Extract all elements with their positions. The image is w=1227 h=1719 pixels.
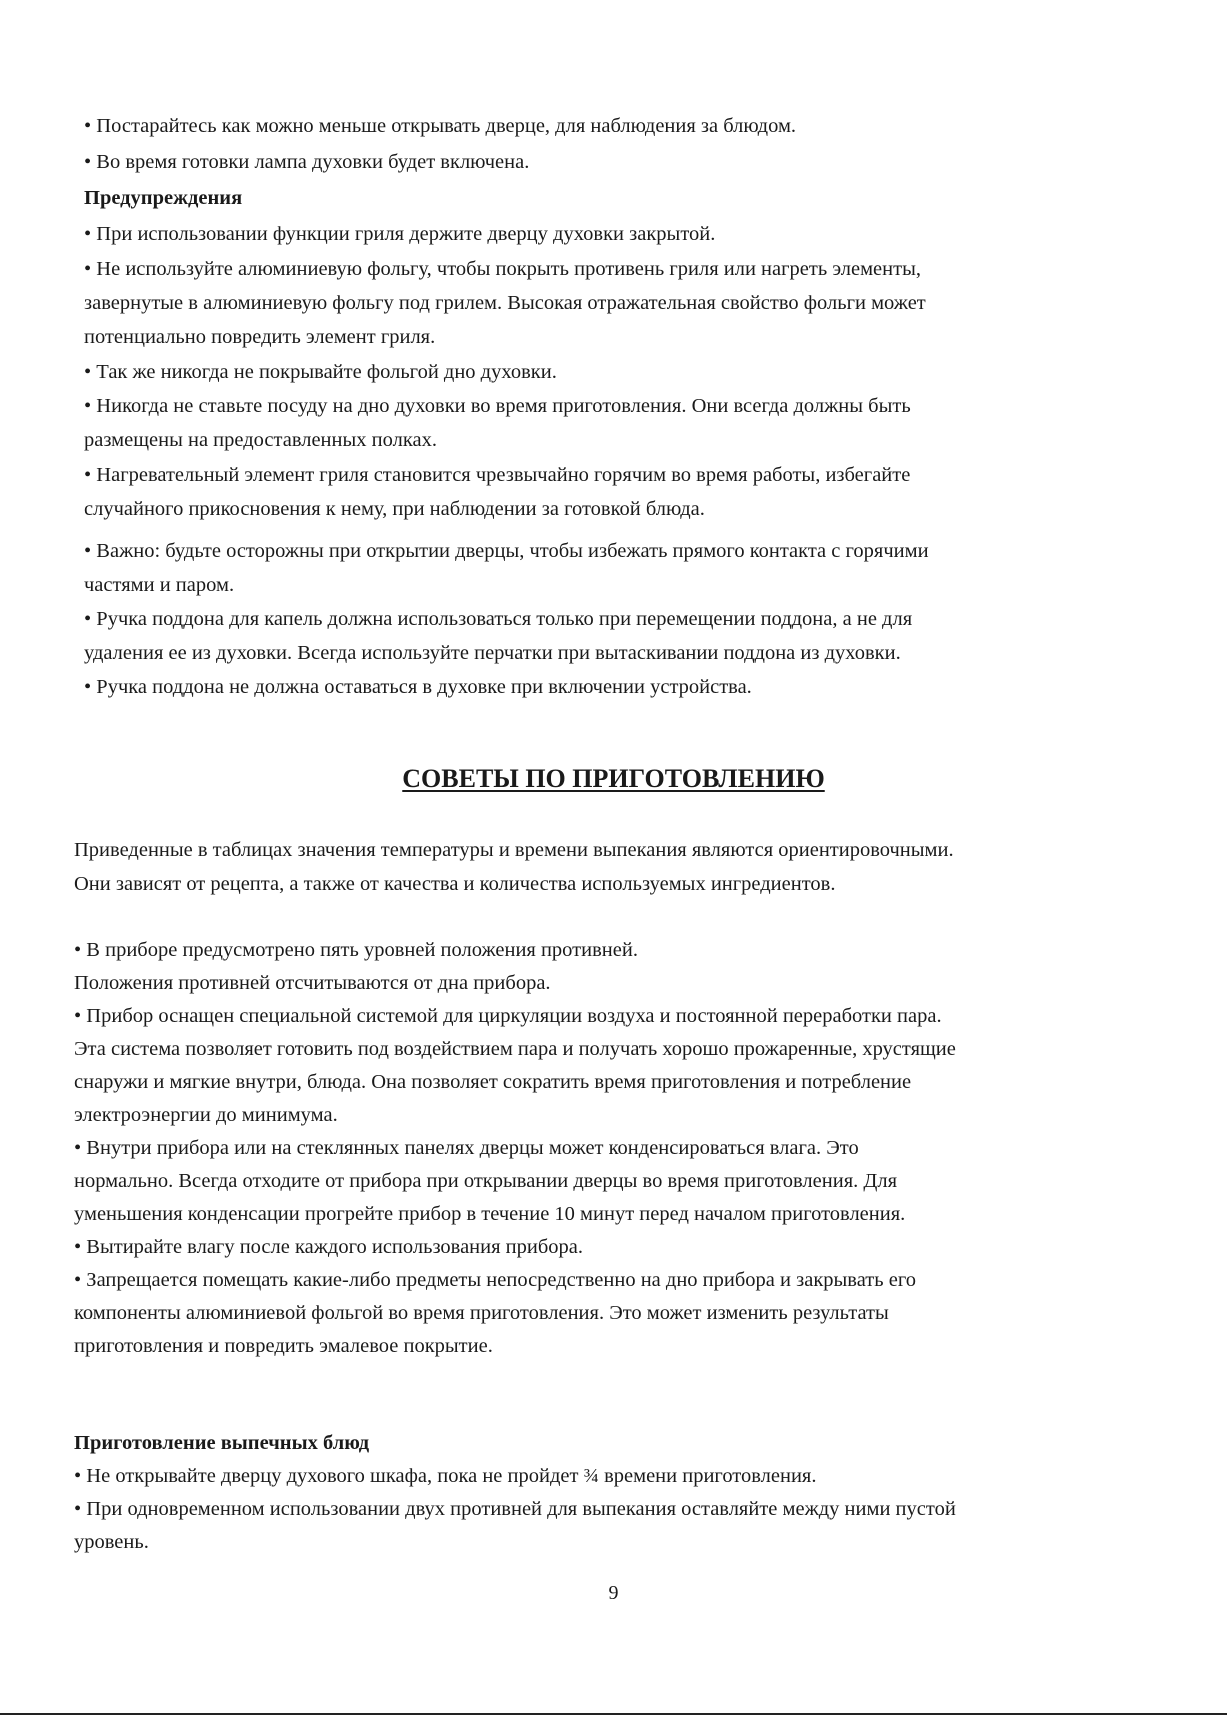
text-line: уменьшения конденсации прогрейте прибор в течение 10 минут перед началом приготовления. xyxy=(74,1203,906,1225)
text-line: Приведенные в таблицах значения температуры и времени выпекания являются ориентировочными. xyxy=(74,839,954,861)
text-line: размещены на предоставленных полках. xyxy=(84,429,437,451)
text-line: • Не открывайте дверцу духового шкафа, пока не пройдет ¾ времени приготовления. xyxy=(74,1465,817,1487)
text-line: • Не используйте алюминиевую фольгу, чтобы покрыть противень гриля или нагреть элементы, xyxy=(84,258,921,280)
text-line: • При одновременном использовании двух противней для выпекания оставляйте между ними пустой xyxy=(74,1498,956,1520)
text-line: электроэнергии до минимума. xyxy=(74,1104,338,1126)
text-line: • Ручка поддона не должна оставаться в духовке при включении устройства. xyxy=(84,676,752,698)
baking-subheading: Приготовление выпечных блюд xyxy=(74,1432,370,1454)
text-line: • Так же никогда не покрывайте фольгой дно духовки. xyxy=(84,361,557,383)
text-line: случайного прикосновения к нему, при наблюдении за готовкой блюда. xyxy=(84,498,705,520)
text-line: • В приборе предусмотрено пять уровней положения противней. xyxy=(74,939,638,961)
text-line: приготовления и повредить эмалевое покрытие. xyxy=(74,1335,493,1357)
text-line: • Нагревательный элемент гриля становится чрезвычайно горячим во время работы, избегайте xyxy=(84,464,911,486)
text-line: нормально. Всегда отходите от прибора при открывании дверцы во время приготовления. Для xyxy=(74,1170,898,1192)
text-line: • Во время готовки лампа духовки будет включена. xyxy=(84,151,530,173)
text-line: Эта система позволяет готовить под воздействием пара и получать хорошо прожаренные, хрустящие xyxy=(74,1038,956,1060)
text-line: Они зависят от рецепта, а также от качества и количества используемых ингредиентов. xyxy=(74,873,836,895)
text-line: • Запрещается помещать какие-либо предметы непосредственно на дно прибора и закрывать его xyxy=(74,1269,916,1291)
text-line: компоненты алюминиевой фольгой во время приготовления. Это может изменить результаты xyxy=(74,1302,889,1324)
text-line: уровень. xyxy=(74,1531,149,1553)
section-title: СОВЕТЫ ПО ПРИГОТОВЛЕНИЮ xyxy=(402,764,825,793)
text-line: • Важно: будьте осторожны при открытии дверцы, чтобы избежать прямого контакта с горячими xyxy=(84,540,929,562)
text-line: • Ручка поддона для капель должна использоваться только при перемещении поддона, а не для xyxy=(84,608,913,630)
text-line: частями и паром. xyxy=(84,574,235,596)
text-line: Положения противней отсчитываются от дна прибора. xyxy=(74,972,551,994)
text-line: завернутые в алюминиевую фольгу под грилем. Высокая отражательная свойство фольги может xyxy=(84,292,926,314)
text-line: удаления ее из духовки. Всегда используйте перчатки при вытаскивании поддона из духовки. xyxy=(84,642,901,664)
bottom-rule xyxy=(0,1713,1227,1715)
text-line: • Никогда не ставьте посуду на дно духовки во время приготовления. Они всегда должны быть xyxy=(84,395,911,417)
text-line: • Внутри прибора или на стеклянных панелях дверцы может конденсироваться влага. Это xyxy=(74,1137,859,1159)
text-line: • Вытирайте влагу после каждого использования прибора. xyxy=(74,1236,584,1258)
text-line: • Постарайтесь как можно меньше открывать дверце, для наблюдения за блюдом. xyxy=(84,115,797,137)
warnings-subheading: Предупреждения xyxy=(84,187,243,209)
text-line: потенциально повредить элемент гриля. xyxy=(84,326,436,348)
text-line: • При использовании функции гриля держите дверцу духовки закрытой. xyxy=(84,223,716,245)
text-line: • Прибор оснащен специальной системой для циркуляции воздуха и постоянной переработки пара. xyxy=(74,1005,942,1027)
page-number: 9 xyxy=(608,1582,619,1604)
text-line: снаружи и мягкие внутри, блюда. Она позволяет сократить время приготовления и потребление xyxy=(74,1071,912,1093)
